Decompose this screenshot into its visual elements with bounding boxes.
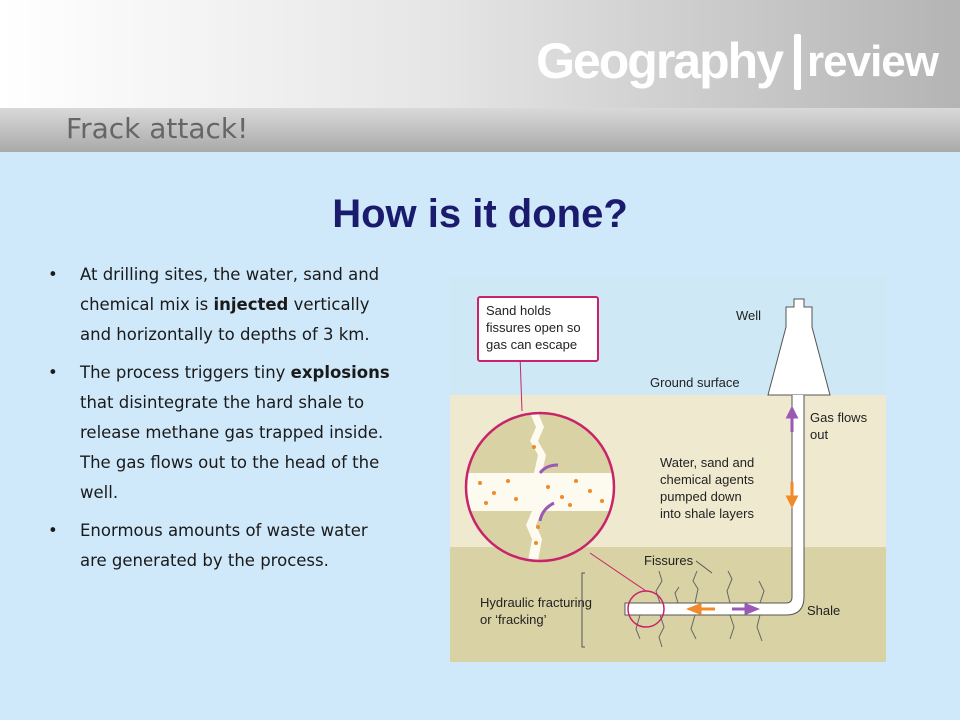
water-label-1: Water, sand and [660, 455, 755, 470]
diagram-svg [450, 277, 886, 662]
bullet-text: vertically and horizontally to depths of 3 km. [80, 295, 370, 344]
bullet-item [40, 516, 390, 576]
ground-label: Ground surface [650, 375, 740, 390]
bullet-text: that disintegrate the hard shale to release methane gas trapped inside. The gas flows out to the head of the well. [80, 393, 384, 502]
bullet-item [40, 260, 390, 350]
gas-label-2: out [810, 427, 829, 442]
brand-separator [794, 34, 801, 90]
water-label-2: chemical agents [660, 472, 754, 487]
water-label-4: into shale layers [660, 506, 754, 521]
brand-sub: review [807, 37, 938, 86]
fracking-diagram [450, 277, 886, 662]
callout-line-3: gas can escape [486, 337, 578, 352]
bullet-item [40, 358, 390, 508]
well-label: Well [736, 308, 762, 323]
callout-line-2: fissures open so [486, 320, 581, 335]
fissures-label: Fissures [644, 553, 694, 568]
shale-label: Shale [807, 603, 841, 618]
brand-name: Geography [536, 33, 783, 89]
fracking-label-2: or ‘fracking’ [480, 612, 547, 627]
bullet-list [40, 260, 390, 584]
bullet-emphasis: explosions [290, 363, 390, 382]
brand-logo [536, 30, 938, 90]
header-banner [0, 0, 960, 108]
section-bar [0, 108, 960, 152]
fracking-label-1: Hydraulic fracturing [480, 595, 592, 610]
slide-title: How is it done? [332, 192, 628, 236]
gas-label-1: Gas flows [810, 410, 868, 425]
bullet-text: Enormous amounts of waste water are generated by the process. [80, 521, 368, 570]
callout-line-1: Sand holds [486, 303, 552, 318]
magnified-view [466, 413, 614, 561]
bullet-emphasis: injected [213, 295, 289, 314]
section-title: Frack attack! [66, 112, 249, 145]
water-label-3: pumped down [660, 489, 742, 504]
bullet-text: At drilling sites, the water, sand and chemical mix is [80, 265, 380, 314]
bullet-text: The process triggers tiny [80, 363, 291, 382]
